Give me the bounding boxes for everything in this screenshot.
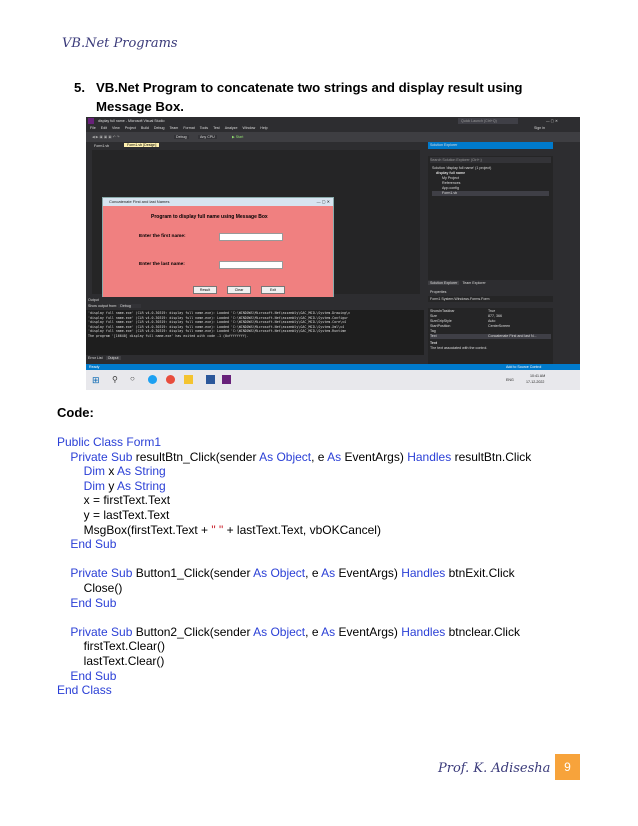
code-keyword: Handles bbox=[401, 566, 449, 581]
visual-studio-taskbar-icon[interactable] bbox=[222, 375, 231, 384]
code-line bbox=[57, 508, 531, 523]
output-line: 'display full name.exe' (CLR v4.0.30319: display full name.exe): Loaded 'C:\WINDOWS\Microsoft.Net\assembly\GAC_MSIL\System.Drawing\v bbox=[88, 311, 351, 315]
properties-header bbox=[428, 289, 553, 296]
code-keyword: As Object bbox=[259, 449, 312, 464]
menu-item[interactable]: Edit bbox=[100, 126, 107, 130]
prop-desc: The text associated with the control. bbox=[430, 346, 488, 350]
prop-name: StartPosition bbox=[430, 324, 451, 328]
sign-in-link[interactable]: Sign in bbox=[534, 126, 545, 130]
status-ready: Ready bbox=[89, 365, 100, 369]
code-text: x bbox=[108, 464, 118, 479]
code-text: y bbox=[108, 478, 118, 493]
code-keyword: End Sub bbox=[70, 595, 117, 610]
code-line bbox=[57, 552, 531, 567]
properties-title: Properties bbox=[430, 290, 447, 294]
code-text: lastText.Clear() bbox=[57, 653, 165, 668]
code-line bbox=[57, 669, 531, 684]
code-keyword: Private Sub bbox=[70, 566, 136, 581]
output-show-from-label: Show output from: bbox=[88, 304, 118, 308]
code-keyword: Handles bbox=[407, 449, 455, 464]
prop-value: True bbox=[488, 309, 496, 313]
task-view-icon[interactable]: ○ bbox=[130, 374, 135, 383]
start-button[interactable]: ▶ Start bbox=[232, 135, 244, 139]
clear-button[interactable]: Clear bbox=[227, 286, 251, 294]
code-text: MsgBox(firstText.Text + bbox=[57, 522, 212, 537]
windows-taskbar bbox=[86, 370, 580, 390]
code-line bbox=[57, 523, 531, 538]
menu-item[interactable]: Window bbox=[242, 126, 256, 130]
vs-logo-icon bbox=[88, 118, 94, 124]
menu-item[interactable]: Analyze bbox=[224, 126, 238, 130]
code-line bbox=[57, 479, 531, 494]
code-text: Button1_Click(sender bbox=[135, 566, 254, 581]
code-keyword: As Object bbox=[253, 566, 306, 581]
code-keyword: Private Sub bbox=[70, 449, 136, 464]
form-window-buttons-icon: — ▢ ✕ bbox=[316, 199, 330, 204]
code-text bbox=[57, 566, 70, 580]
code-text bbox=[57, 625, 70, 639]
taskbar-language: ENG bbox=[506, 378, 514, 382]
menu-item[interactable]: Test bbox=[213, 126, 220, 130]
output-text bbox=[86, 310, 424, 340]
se-bottom-tabs bbox=[428, 280, 553, 287]
code-text: , e bbox=[305, 566, 322, 581]
code-text: EventArgs) bbox=[338, 566, 402, 581]
vs-toolbar bbox=[86, 132, 580, 142]
code-text: EventArgs) bbox=[344, 449, 408, 464]
code-heading: Code: bbox=[57, 405, 94, 420]
code-keyword: End Sub bbox=[70, 537, 117, 552]
first-name-textbox[interactable] bbox=[219, 233, 283, 241]
code-text: + lastText.Text, vbOKCancel) bbox=[223, 522, 381, 537]
code-line bbox=[57, 581, 531, 596]
code-keyword: Dim bbox=[83, 478, 109, 493]
section-title: VB.Net Program to concatenate two strings and display result using Message Box. bbox=[96, 80, 523, 114]
right-tool-strip bbox=[556, 142, 580, 362]
menu-item[interactable]: View bbox=[112, 126, 120, 130]
menu-item[interactable]: Tools bbox=[199, 126, 209, 130]
output-bottom-tabs bbox=[86, 355, 424, 362]
search-icon[interactable]: ⚲ bbox=[112, 375, 118, 384]
output-line: 'display full name.exe' (CLR v4.0.30319: display full name.exe): Loaded 'C:\WINDOWS\Microsoft.Net\assembly\GAC_MSIL\System.Xml\v4 bbox=[88, 324, 345, 329]
code-keyword: Handles bbox=[401, 624, 449, 639]
se-item[interactable]: Form1.vb bbox=[432, 191, 549, 196]
code-text: resultBtn_Click(sender bbox=[135, 449, 260, 464]
chrome-icon[interactable] bbox=[166, 375, 175, 384]
code-keyword: As bbox=[327, 449, 345, 464]
menu-items[interactable] bbox=[90, 126, 273, 130]
code-line bbox=[57, 610, 531, 625]
prop-value: Concatenate First and last N... bbox=[488, 334, 537, 338]
code-keyword: Form1 bbox=[126, 435, 162, 449]
running-header: VB.Net Programs bbox=[62, 36, 178, 51]
code-text bbox=[57, 669, 70, 683]
start-label: Start bbox=[235, 135, 244, 139]
vs-window-title: display full name - Microsoft Visual Studio bbox=[98, 119, 165, 123]
config-dropdown[interactable]: Debug bbox=[176, 135, 187, 139]
toolbar-icons[interactable]: ◀ ▶ ▣ ▣ ▣ ↶ ↷ bbox=[92, 135, 120, 139]
code-line bbox=[57, 625, 531, 640]
window-controls-icon[interactable]: — ▢ ✕ bbox=[546, 119, 558, 123]
code-line bbox=[57, 683, 531, 698]
menu-item[interactable]: Team bbox=[169, 126, 179, 130]
vs-title-bar bbox=[86, 117, 580, 125]
word-icon[interactable] bbox=[206, 375, 215, 384]
tab-form1-vb[interactable]: Form1.vb bbox=[94, 144, 110, 148]
code-text: resultBtn.Click bbox=[454, 449, 532, 464]
output-line: 'display full name.exe' (CLR v4.0.30319: display full name.exe): Loaded 'C:\WINDOWS\Microsoft.Net\assembly\GAC_MSIL\System.Configur bbox=[88, 315, 349, 320]
form-title-bar bbox=[103, 198, 333, 206]
output-source-dropdown[interactable]: Debug bbox=[118, 304, 141, 308]
code-text: Close() bbox=[57, 580, 123, 595]
prop-name: Size bbox=[430, 314, 437, 318]
code-keyword: As Object bbox=[253, 624, 306, 639]
source-control-button[interactable]: Add to Source Control bbox=[506, 365, 542, 369]
tab-team-explorer[interactable]: Team Explorer bbox=[462, 281, 486, 285]
quick-launch-placeholder: Quick Launch (Ctrl+Q) bbox=[461, 119, 497, 123]
code-line bbox=[57, 639, 531, 654]
se-item[interactable]: My Project bbox=[442, 176, 459, 180]
output-toolbar bbox=[86, 303, 424, 310]
menu-item[interactable]: Debug bbox=[153, 126, 165, 130]
code-keyword: As String bbox=[117, 478, 166, 493]
se-item[interactable]: References bbox=[442, 181, 461, 185]
code-line bbox=[57, 566, 531, 581]
prop-value: Auto bbox=[488, 319, 496, 323]
prop-name: Text bbox=[430, 334, 437, 338]
se-tree bbox=[428, 164, 553, 198]
code-text: Button2_Click(sender bbox=[135, 624, 254, 639]
code-keyword: As bbox=[321, 624, 339, 639]
tab-error-list[interactable]: Error List bbox=[88, 356, 103, 360]
code-text bbox=[57, 479, 84, 493]
platform-dropdown[interactable]: Any CPU bbox=[200, 135, 215, 139]
menu-item[interactable]: File bbox=[90, 126, 96, 130]
se-search-placeholder: Search Solution Explorer (Ctrl+;) bbox=[430, 158, 482, 162]
se-item[interactable]: App.config bbox=[442, 186, 459, 190]
code-string: " " bbox=[211, 522, 224, 537]
last-name-label: Enter the last name: bbox=[139, 262, 185, 267]
output-title: Output bbox=[88, 298, 99, 302]
code-text bbox=[57, 537, 70, 551]
output-line: The program '[16640] display full name.exe' has exited with code -1 (0xffffffff). bbox=[88, 333, 249, 338]
section-heading bbox=[74, 78, 576, 116]
properties-panel bbox=[428, 289, 553, 364]
code-text: , e bbox=[305, 624, 322, 639]
windows-start-icon[interactable]: ⊞ bbox=[92, 375, 100, 385]
code-keyword: Dim bbox=[83, 464, 109, 479]
menu-item[interactable]: Help bbox=[260, 126, 268, 130]
code-text: x = firstText.Text bbox=[57, 493, 171, 508]
menu-item[interactable]: Project bbox=[124, 126, 136, 130]
code-keyword: As String bbox=[117, 464, 166, 479]
code-line bbox=[57, 596, 531, 611]
code-line bbox=[57, 464, 531, 479]
se-toolbar bbox=[428, 149, 553, 156]
tab-solution-explorer[interactable]: Solution Explorer bbox=[430, 281, 458, 285]
tab-form1-design[interactable]: Form1.vb [Design] bbox=[124, 143, 159, 147]
footer-author: Prof. K. Adisesha bbox=[438, 761, 551, 776]
last-name-textbox[interactable] bbox=[219, 261, 283, 269]
prop-desc-title: Text bbox=[430, 341, 438, 345]
output-panel bbox=[86, 297, 424, 362]
designer-surface bbox=[92, 150, 420, 294]
code-keyword: Public Class bbox=[57, 435, 127, 449]
prop-name: Tag bbox=[430, 329, 436, 333]
output-line: 'display full name.exe' (CLR v4.0.30319: display full name.exe): Loaded 'C:\WINDOWS\Microsoft.Net\assembly\GAC_MSIL\System.Runtime bbox=[88, 329, 347, 334]
code-line bbox=[57, 450, 531, 465]
code-keyword: End Sub bbox=[70, 668, 117, 683]
form-title: Concatenate First and last Names bbox=[109, 199, 170, 204]
code-keyword: Private Sub bbox=[70, 624, 136, 639]
exit-button[interactable]: Exit bbox=[261, 286, 285, 294]
code-keyword: As bbox=[321, 566, 339, 581]
code-text bbox=[57, 464, 84, 478]
code-line bbox=[57, 493, 531, 508]
code-text: btnclear.Click bbox=[448, 624, 520, 639]
se-item[interactable]: display full name bbox=[436, 171, 466, 175]
code-text bbox=[57, 596, 70, 610]
solution-explorer-panel bbox=[428, 142, 553, 287]
file-explorer-icon[interactable] bbox=[184, 375, 193, 384]
first-name-label: Enter the first name: bbox=[139, 234, 186, 239]
code-line bbox=[57, 435, 531, 450]
taskbar-date: 17-12-2022 bbox=[526, 380, 545, 384]
section-number: 5. bbox=[74, 80, 85, 95]
code-line bbox=[57, 537, 531, 552]
code-text: btnExit.Click bbox=[448, 566, 515, 581]
prop-name: SizeGripStyle bbox=[430, 319, 452, 323]
properties-object[interactable]: Form1 System.Windows.Forms.Form bbox=[430, 297, 490, 301]
output-line: 'display full name.exe' (CLR v4.0.30319: display full name.exe): Loaded 'C:\WINDOWS\Microsoft.Net\assembly\GAC_MSIL\System.Core\v4 bbox=[88, 320, 347, 325]
browser-icon[interactable] bbox=[148, 375, 157, 384]
se-search-box[interactable] bbox=[430, 157, 551, 163]
code-listing bbox=[57, 435, 531, 698]
se-item[interactable]: Solution 'display full name' (1 project) bbox=[432, 166, 492, 170]
code-text: , e bbox=[311, 449, 328, 464]
prop-name: ShowInTaskbar bbox=[430, 309, 455, 313]
solution-explorer-header bbox=[428, 142, 553, 149]
taskbar-time: 10:41 AM bbox=[530, 374, 546, 378]
code-text bbox=[57, 450, 70, 464]
form-heading: Program to display full name using Message Box bbox=[151, 214, 268, 220]
code-keyword: End Class bbox=[57, 683, 112, 698]
page-number-badge: 9 bbox=[555, 754, 580, 780]
vs-menu-bar bbox=[86, 125, 580, 132]
document-tabs bbox=[92, 142, 426, 150]
code-text: y = lastText.Text bbox=[57, 507, 170, 522]
code-line bbox=[57, 654, 531, 669]
visual-studio-screenshot bbox=[86, 117, 580, 390]
code-text: EventArgs) bbox=[338, 624, 402, 639]
result-button[interactable]: Result bbox=[193, 286, 217, 294]
properties-grid bbox=[428, 308, 553, 352]
menu-item[interactable]: Format bbox=[183, 126, 195, 130]
tab-output[interactable]: Output bbox=[107, 356, 119, 360]
prop-value: 877, 366 bbox=[488, 314, 502, 318]
prop-row[interactable] bbox=[430, 334, 551, 339]
menu-item[interactable]: Build bbox=[140, 126, 149, 130]
prop-value: CenterScreen bbox=[488, 324, 511, 328]
code-text: firstText.Clear() bbox=[57, 639, 166, 654]
solution-explorer-title: Solution Explorer bbox=[430, 143, 458, 147]
